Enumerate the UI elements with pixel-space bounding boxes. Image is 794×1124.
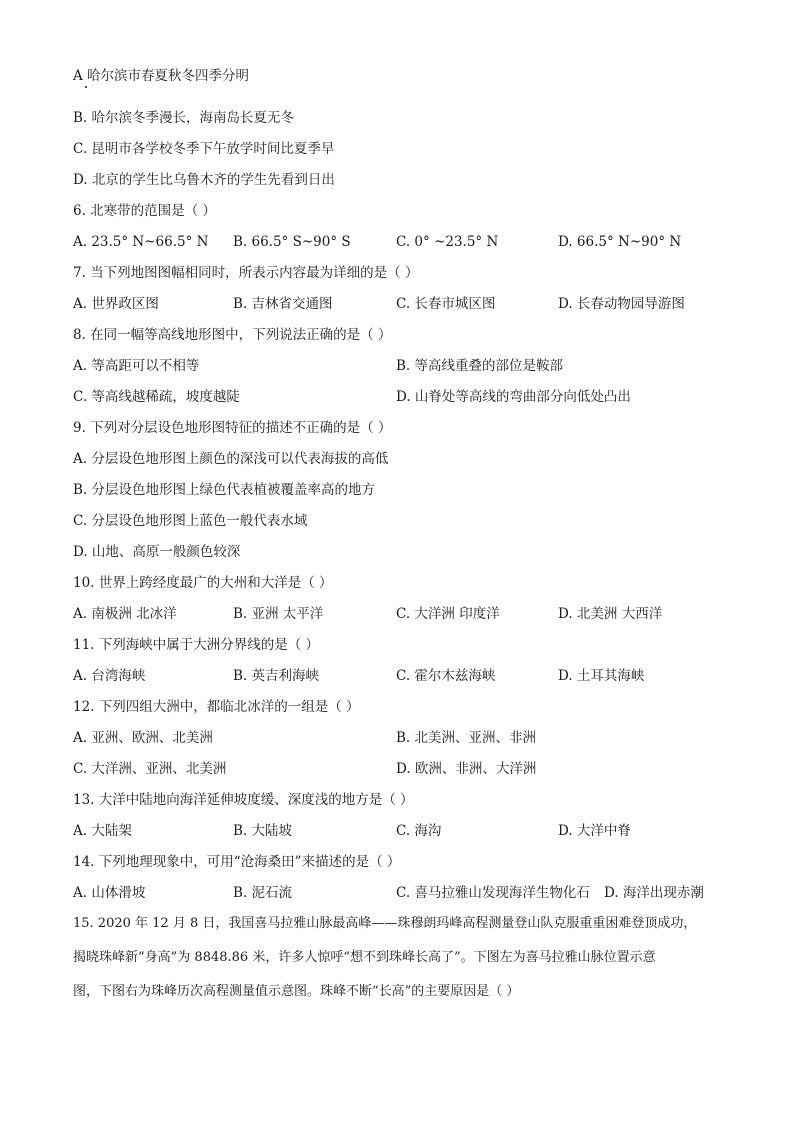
emphasis-dot <box>85 86 87 88</box>
q6-option-a[interactable]: A. 23.5° N~66.5° N <box>73 234 209 250</box>
q5-option-d[interactable]: D. 北京的学生比乌鲁木齐的学生先看到日出 <box>73 172 335 188</box>
q15-stem-line-1: 15. 2020 年 12 月 8 日，我国喜马拉雅山脉最高峰——珠穆朗玛峰高程测量登山队克服重重困难登顶成功， <box>73 916 697 931</box>
q15-stem-line-2: 揭晓珠峰新“身高”为 8848.86 米，许多人惊呼“想不到珠峰长高了”。下图左为喜马拉雅山脉位置示意 <box>73 950 656 965</box>
q12-option-c[interactable]: C. 大洋洲、亚洲、北美洲 <box>73 761 227 777</box>
q7-option-d[interactable]: D. 长春动物园导游图 <box>558 296 685 312</box>
q5-option-a[interactable]: A 哈尔滨市春夏秋冬四季分明 <box>73 68 250 84</box>
q11-option-a[interactable]: A. 台湾海峡 <box>73 668 146 684</box>
q8-option-b[interactable]: B. 等高线重叠的部位是鞍部 <box>396 358 564 374</box>
q14-option-a[interactable]: A. 山体滑坡 <box>73 885 146 901</box>
q9-stem: 9. 下列对分层设色地形图特征的描述不正确的是（ ） <box>73 420 392 436</box>
q14-option-c[interactable]: C. 喜马拉雅山发现海洋生物化石 <box>396 885 590 901</box>
q7-option-a[interactable]: A. 世界政区图 <box>73 296 159 312</box>
q8-option-a[interactable]: A. 等高距可以不相等 <box>73 358 200 374</box>
q7-option-b[interactable]: B. 吉林省交通图 <box>233 296 333 312</box>
q10-option-b[interactable]: B. 亚洲 太平洋 <box>233 606 324 622</box>
q6-option-c[interactable]: C. 0° ~23.5° N <box>396 234 499 250</box>
q8-option-d[interactable]: D. 山脊处等高线的弯曲部分向低处凸出 <box>396 389 631 405</box>
q15-stem-line-3: 图，下图右为珠峰历次高程测量值示意图。珠峰不断“长高”的主要原因是（ ） <box>73 984 520 999</box>
q13-stem: 13. 大洋中陆地向海洋延伸坡度缓、深度浅的地方是（ ） <box>73 792 414 808</box>
q11-stem: 11. 下列海峡中属于大洲分界线的是（ ） <box>73 637 320 653</box>
q6-option-b[interactable]: B. 66.5° S~90° S <box>233 234 351 250</box>
q6-stem: 6. 北寒带的范围是（ ） <box>73 203 216 219</box>
q14-option-b[interactable]: B. 泥石流 <box>233 885 293 901</box>
q14-stem: 14. 下列地理现象中，可用“沧海桑田”来描述的是（ ） <box>73 854 401 870</box>
q7-stem: 7. 当下列地图图幅相同时，所表示内容最为详细的是（ ） <box>73 265 419 281</box>
q13-option-d[interactable]: D. 大洋中脊 <box>558 823 631 839</box>
q10-stem: 10. 世界上跨经度最广的大州和大洋是（ ） <box>73 575 333 591</box>
q8-stem: 8. 在同一幅等高线地形图中，下列说法正确的是（ ） <box>73 327 392 343</box>
q10-option-d[interactable]: D. 北美洲 大西洋 <box>558 606 663 622</box>
q9-option-c[interactable]: C. 分层设色地形图上蓝色一般代表水域 <box>73 513 308 529</box>
q7-option-c[interactable]: C. 长春市城区图 <box>396 296 496 312</box>
q9-option-a[interactable]: A. 分层设色地形图上颜色的深浅可以代表海拔的高低 <box>73 451 389 467</box>
q12-option-a[interactable]: A. 亚洲、欧洲、北美洲 <box>73 730 213 746</box>
q12-option-d[interactable]: D. 欧洲、非洲、大洋洲 <box>396 761 537 777</box>
q14-option-d[interactable]: D. 海洋出现赤潮 <box>604 885 704 901</box>
q9-option-b[interactable]: B. 分层设色地形图上绿色代表植被覆盖率高的地方 <box>73 482 376 498</box>
q13-option-c[interactable]: C. 海沟 <box>396 823 442 839</box>
q8-option-c[interactable]: C. 等高线越稀疏，坡度越陡 <box>73 389 240 405</box>
q12-stem: 12. 下列四组大洲中，都临北冰洋的一组是（ ） <box>73 699 360 715</box>
q12-option-b[interactable]: B. 北美洲、亚洲、非洲 <box>396 730 537 746</box>
q11-option-b[interactable]: B. 英吉利海峡 <box>233 668 320 684</box>
q10-option-c[interactable]: C. 大洋洲 印度洋 <box>396 606 500 622</box>
q6-option-d[interactable]: D. 66.5° N~90° N <box>558 234 682 250</box>
q13-option-b[interactable]: B. 大陆坡 <box>233 823 293 839</box>
q10-option-a[interactable]: A. 南极洲 北冰洋 <box>73 606 177 622</box>
q11-option-c[interactable]: C. 霍尔木兹海峡 <box>396 668 496 684</box>
q5-option-c[interactable]: C. 昆明市各学校冬季下午放学时间比夏季早 <box>73 141 335 157</box>
q9-option-d[interactable]: D. 山地、高原一般颜色较深 <box>73 544 241 560</box>
q13-option-a[interactable]: A. 大陆架 <box>73 823 132 839</box>
q11-option-d[interactable]: D. 土耳其海峡 <box>558 668 645 684</box>
q5-option-b[interactable]: B. 哈尔滨冬季漫长，海南岛长夏无冬 <box>73 110 295 126</box>
